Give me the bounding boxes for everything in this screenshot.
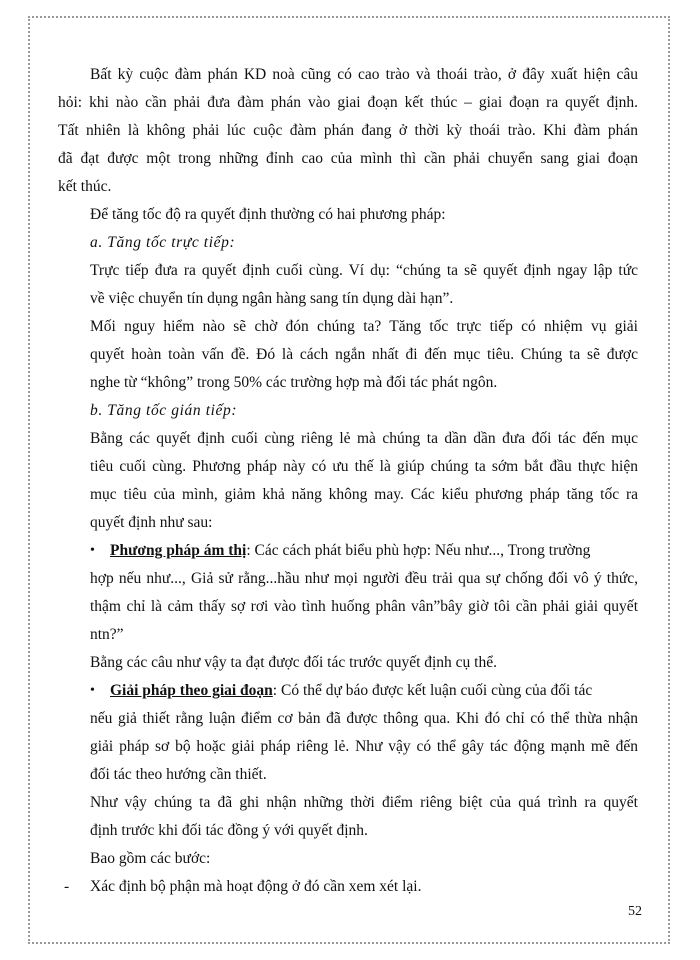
paragraph-line: quyết định như sau: [90,514,213,531]
bullet-text: : Các cách phát biểu phù hợp: Nếu như..., Trong trường [246,542,591,559]
paragraph-line: kết thúc. [58,178,112,195]
paragraph-line: Để tăng tốc độ ra quyết định thường có hai phương pháp: [90,206,446,223]
bullet-term: Giải pháp theo giai đoạn [110,682,273,699]
paragraph-line: giải pháp sơ bộ hoặc giải pháp riêng lẻ. Như vậy có thể gây tác động mạnh mẽ đến [90,738,638,755]
bullet-marker: • [90,543,95,558]
dash-marker: - [64,878,70,895]
paragraph-line: đã đạt được một trong những đỉnh cao của mình thì cần phải chuyển sang giai đoạn [58,150,638,167]
page-number: 52 [628,904,642,919]
paragraph-line: Mối nguy hiểm nào sẽ chờ đón chúng ta? Tăng tốc trực tiếp có nhiệm vụ giải [90,318,638,335]
paragraph-line: Bằng các quyết định cuối cùng riêng lẻ mà chúng ta dần dần đưa đối tác đến mục [90,430,638,447]
paragraph-line: Bất kỳ cuộc đàm phán KD noà cũng có cao trào và thoái trào, ở đây xuất hiện câu [90,66,638,83]
paragraph-line: ntn?” [90,626,124,643]
subheading-b: b. Tăng tốc gián tiếp: [90,402,238,419]
paragraph-line: nếu giả thiết rằng luận điểm cơ bản đã được thông qua. Khi đó chỉ có thể thừa nhận [90,710,638,727]
paragraph-line: hợp nếu như..., Giả sử rằng...hầu như mọi người đều trải qua sự chống đối vô ý thức, [90,570,638,587]
paragraph-line: Tất nhiên là không phải lúc cuộc đàm phán đang ở thời kỳ thoái trào. Khi đàm phán [58,122,638,139]
paragraph-line: nghe từ “không” trong 50% các trường hợp mà đối tác phát ngôn. [90,374,498,391]
bullet-term: Phương pháp ám thị [110,542,247,559]
bullet-item-first-line [110,541,638,561]
subheading-a: a. Tăng tốc trực tiếp: [90,234,236,251]
paragraph-line: đối tác theo hướng cần thiết. [90,766,267,783]
bullet-item-first-line [110,681,638,701]
paragraph-line: Trực tiếp đưa ra quyết định cuối cùng. Ví dụ: “chúng ta sẽ quyết định ngay lập tức [90,262,638,279]
paragraph-line: Bằng các câu như vậy ta đạt được đối tác trước quyết định cụ thể. [90,654,497,671]
bullet-marker: • [90,683,95,698]
paragraph-line: về việc chuyển tín dụng ngân hàng sang tín dụng dài hạn”. [90,290,454,307]
bullet-text: : Có thể dự báo được kết luận cuối cùng của đối tác [272,682,593,699]
paragraph-line: Bao gồm các bước: [90,850,211,867]
paragraph-line: mục tiêu của mình, giảm khả năng không may. Các kiểu phương pháp tăng tốc ra [90,486,638,503]
paragraph-line: hỏi: khi nào cần phải đưa đàm phán vào giai đoạn kết thúc – giai đoạn ra quyết định. [58,94,638,111]
dash-list-item: Xác định bộ phận mà hoạt động ở đó cần xem xét lại. [90,878,422,895]
paragraph-line: tiêu cuối cùng. Phương pháp này có ưu thế là giúp chúng ta sớm bắt đầu thực hiện [90,458,638,475]
paragraph-line: thậm chỉ là cảm thấy sợ rơi vào tình huống phân vân”bây giờ tôi cần phải giải quyết [90,598,638,615]
paragraph-line: quyết hoàn toàn vấn đề. Đó là cách ngắn nhất đi đến mục tiêu. Chúng ta sẽ được [90,346,638,363]
paragraph-line: Như vậy chúng ta đã ghi nhận những thời điểm riêng biệt của quá trình ra quyết [90,794,638,811]
paragraph-line: định trước khi đối tác đồng ý với quyết định. [90,822,368,839]
